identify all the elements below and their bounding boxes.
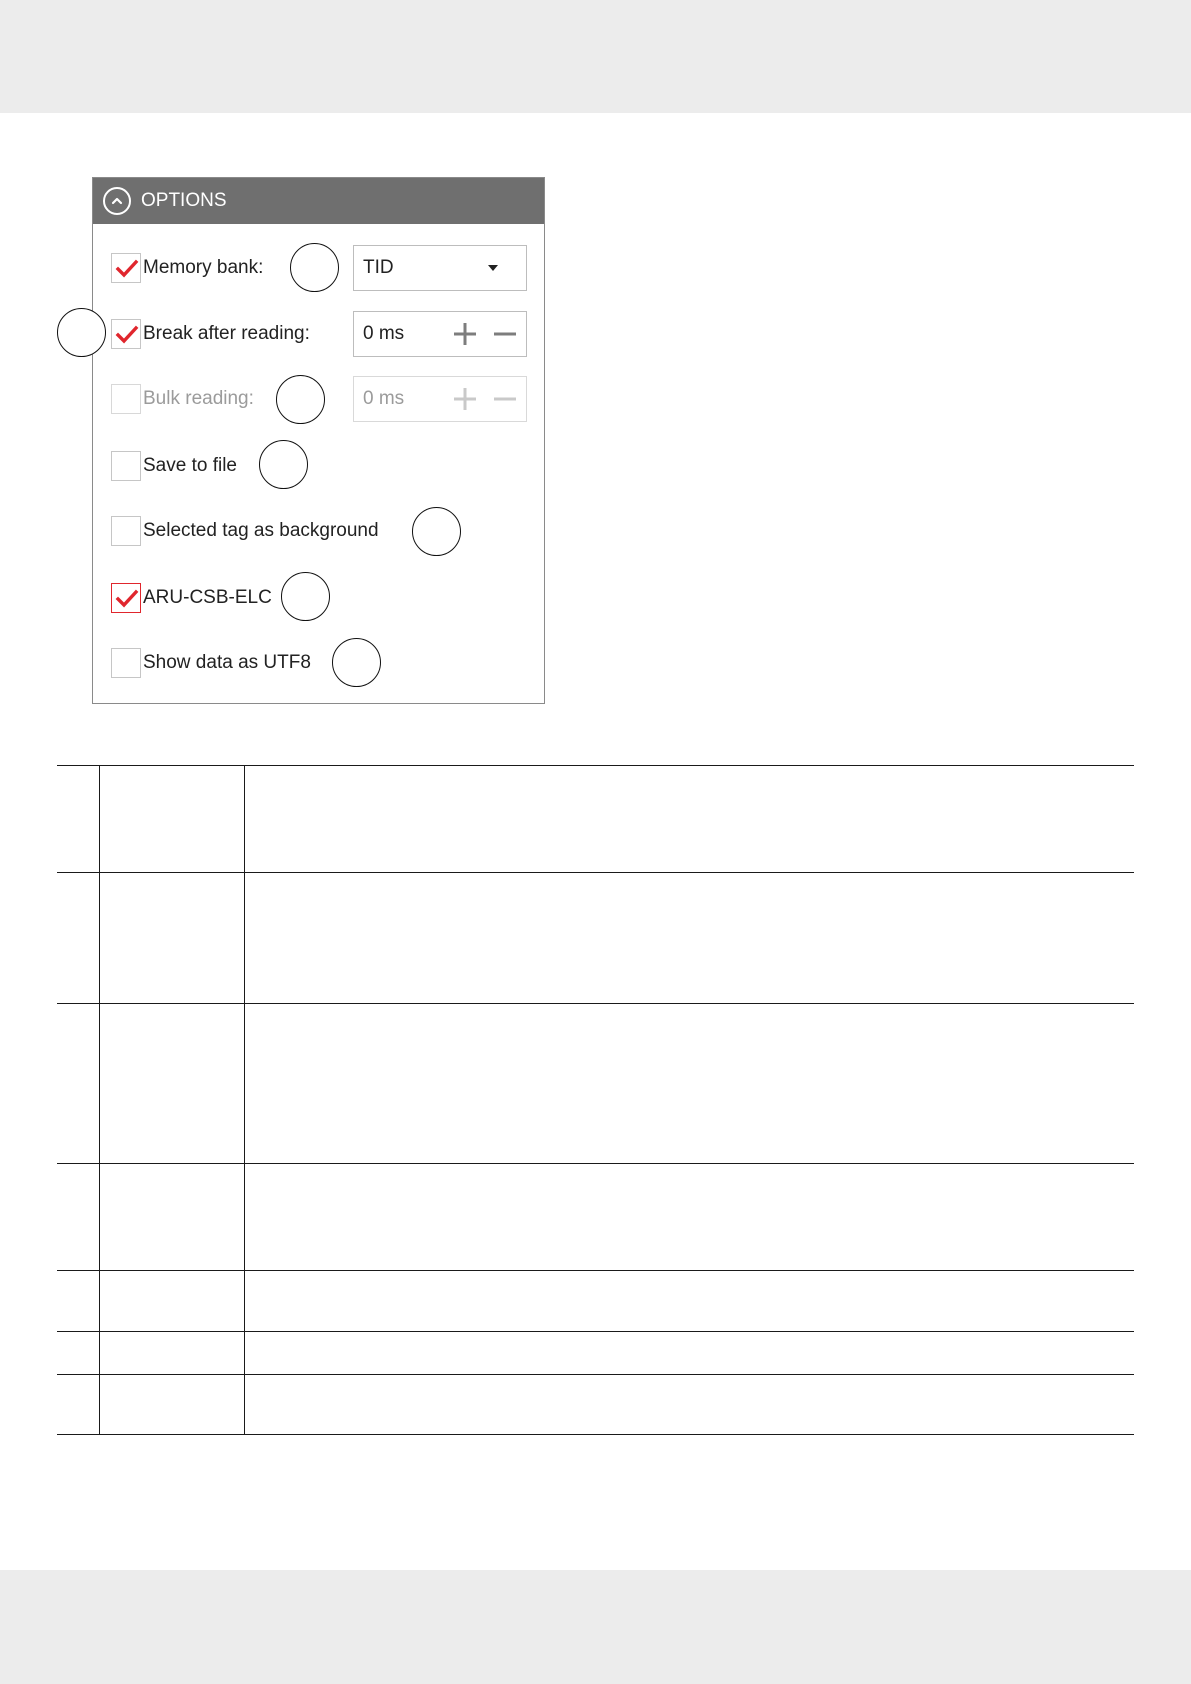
aru-csb-elc-checkbox[interactable] bbox=[111, 583, 141, 613]
minus-icon[interactable] bbox=[493, 322, 517, 346]
description-table bbox=[57, 765, 1134, 1435]
table-row bbox=[57, 873, 1134, 1004]
table-cell-description bbox=[244, 1271, 1134, 1332]
selected-tag-as-background-label: Selected tag as background bbox=[143, 520, 379, 541]
checkmark-icon bbox=[115, 323, 139, 347]
save-to-file-checkbox[interactable] bbox=[111, 451, 141, 481]
table-cell-number bbox=[57, 1375, 99, 1435]
break-after-reading-input[interactable]: 0 ms bbox=[363, 323, 405, 344]
table-cell-name bbox=[99, 1164, 244, 1271]
table-row bbox=[57, 766, 1134, 873]
table-cell-name bbox=[99, 1271, 244, 1332]
options-panel-title: OPTIONS bbox=[141, 190, 227, 211]
table-cell-description bbox=[244, 1004, 1134, 1164]
table-cell-name bbox=[99, 1375, 244, 1435]
options-panel-header[interactable] bbox=[93, 178, 544, 224]
plus-icon[interactable] bbox=[453, 387, 477, 411]
table-cell-number bbox=[57, 873, 99, 1004]
memory-bank-checkbox[interactable] bbox=[111, 253, 141, 283]
callout-circle-aru-csb-elc bbox=[281, 572, 330, 621]
option-row-selected-tag-as-background bbox=[93, 508, 544, 554]
page-header-band bbox=[0, 0, 1191, 113]
table-cell-description bbox=[244, 1375, 1134, 1435]
option-row-break-after-reading bbox=[93, 311, 544, 357]
aru-csb-elc-label: ARU-CSB-ELC bbox=[143, 587, 272, 608]
break-after-reading-stepper bbox=[353, 311, 527, 357]
option-row-show-data-as-utf8 bbox=[93, 640, 544, 686]
show-data-as-utf8-label: Show data as UTF8 bbox=[143, 652, 311, 673]
table-cell-name bbox=[99, 766, 244, 873]
callout-circle-bulk-reading bbox=[276, 375, 325, 424]
table-cell-number bbox=[57, 1271, 99, 1332]
memory-bank-selected-value: TID bbox=[363, 257, 394, 278]
caret-down-icon bbox=[488, 265, 498, 271]
table-cell-name bbox=[99, 873, 244, 1004]
plus-icon[interactable] bbox=[453, 322, 477, 346]
table-cell-description bbox=[244, 1164, 1134, 1271]
table-row bbox=[57, 1004, 1134, 1164]
callout-circle-selected-tag-as-background bbox=[412, 507, 461, 556]
minus-icon[interactable] bbox=[493, 387, 517, 411]
option-row-save-to-file bbox=[93, 443, 544, 489]
checkmark-icon bbox=[115, 587, 139, 611]
table-cell-number bbox=[57, 1004, 99, 1164]
bulk-reading-label: Bulk reading: bbox=[143, 388, 254, 409]
table-cell-number bbox=[57, 1332, 99, 1375]
table-row bbox=[57, 1332, 1134, 1375]
show-data-as-utf8-checkbox[interactable] bbox=[111, 648, 141, 678]
save-to-file-label: Save to file bbox=[143, 455, 237, 476]
table-cell-description bbox=[244, 1332, 1134, 1375]
callout-circle-break-after-reading bbox=[57, 308, 106, 357]
break-after-reading-checkbox[interactable] bbox=[111, 319, 141, 349]
memory-bank-label: Memory bank: bbox=[143, 257, 264, 278]
table-cell-number bbox=[57, 1164, 99, 1271]
table-cell-description bbox=[244, 766, 1134, 873]
table-row bbox=[57, 1375, 1134, 1435]
table-row bbox=[57, 1164, 1134, 1271]
callout-circle-memory-bank bbox=[290, 243, 339, 292]
chevron-up-circle-icon[interactable] bbox=[103, 187, 131, 215]
table-cell-description bbox=[244, 873, 1134, 1004]
break-after-reading-label: Break after reading: bbox=[143, 323, 310, 344]
table-row bbox=[57, 1271, 1134, 1332]
callout-circle-save-to-file bbox=[259, 440, 308, 489]
bulk-reading-input[interactable]: 0 ms bbox=[363, 388, 405, 409]
table-cell-name bbox=[99, 1332, 244, 1375]
bulk-reading-checkbox[interactable] bbox=[111, 384, 141, 414]
checkmark-icon bbox=[115, 257, 139, 281]
bulk-reading-stepper bbox=[353, 376, 527, 422]
table-cell-name bbox=[99, 1004, 244, 1164]
memory-bank-dropdown[interactable] bbox=[353, 245, 527, 291]
page-footer-band bbox=[0, 1570, 1191, 1684]
callout-circle-show-data-as-utf8 bbox=[332, 638, 381, 687]
table-cell-number bbox=[57, 766, 99, 873]
selected-tag-as-background-checkbox[interactable] bbox=[111, 516, 141, 546]
